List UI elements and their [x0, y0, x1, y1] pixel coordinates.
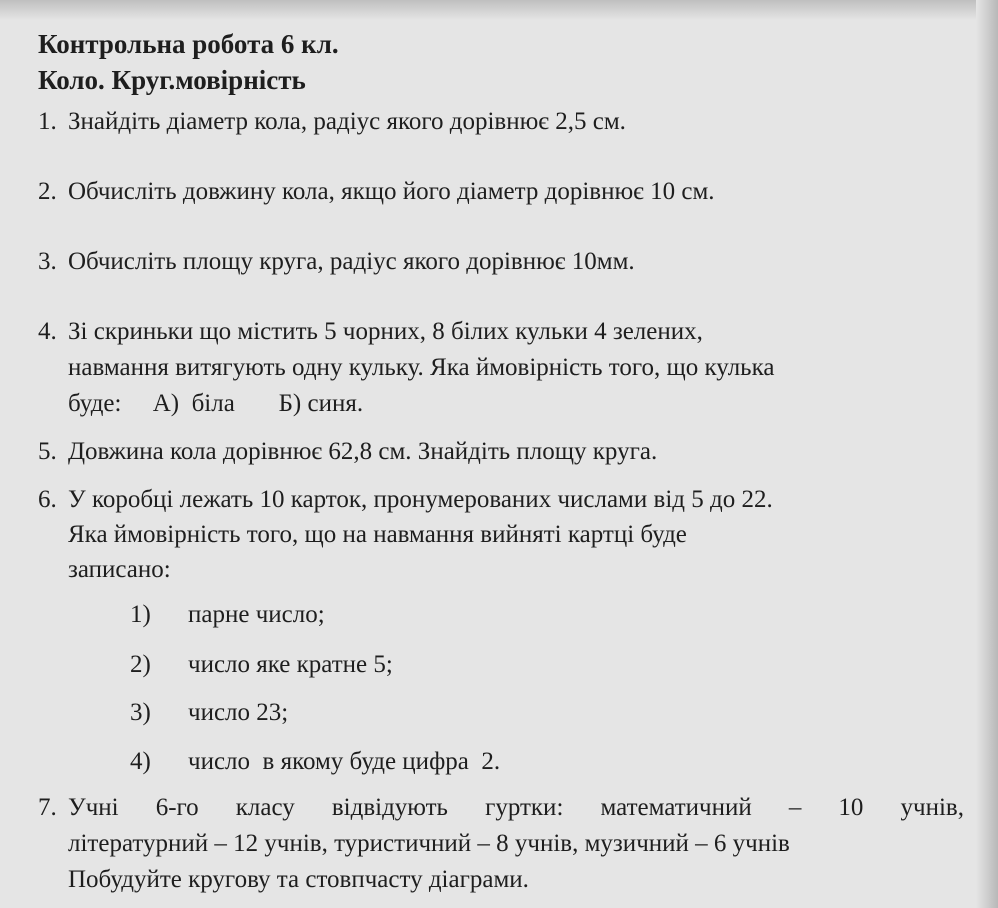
- question-number: 4.: [38, 318, 57, 345]
- option-number: 1): [130, 601, 151, 628]
- question-text: Обчисліть довжину кола, якщо його діаметр дорівнює 10 см.: [68, 178, 715, 205]
- question-text-line: літературний – 12 учнів, туристичний – 8 учнів, музичний – 6 учнів: [68, 830, 790, 857]
- question-number: 5.: [38, 438, 57, 465]
- option-text: парне число;: [188, 601, 325, 628]
- page-subtitle: Коло. Круг.мовірність: [38, 65, 306, 95]
- option-text: число 23;: [188, 699, 289, 726]
- question-text-line: записано:: [68, 556, 171, 583]
- question-text-line: Учні 6-го класу відвідують гуртки: математичний – 10 учнів,: [68, 794, 964, 821]
- question-number: 2.: [38, 178, 57, 205]
- question-text-line: У коробці лежать 10 карток, пронумерованих числами від 5 до 22.: [68, 486, 773, 513]
- top-edge-shadow: [0, 0, 998, 20]
- question-text-line: Зі скриньки що містить 5 чорних, 8 білих кульки 4 зелених,: [68, 318, 703, 345]
- question-text: Знайдіть діаметр кола, радіус якого дорівнює 2,5 см.: [68, 108, 626, 135]
- option-number: 2): [130, 651, 151, 678]
- question-number: 6.: [38, 486, 57, 513]
- option-number: 3): [130, 699, 151, 726]
- question-text: Довжина кола дорівнює 62,8 см. Знайдіть площу круга.: [68, 438, 658, 465]
- right-edge-shadow: [976, 0, 998, 908]
- question-number: 7.: [38, 794, 57, 821]
- question-text-line: буде: А) біла Б) синя.: [68, 390, 364, 417]
- question-number: 1.: [38, 108, 57, 135]
- option-number: 4): [130, 748, 151, 775]
- question-text-line: Побудуйте кругову та стовпчасту діаграми.: [68, 866, 529, 893]
- question-number: 3.: [38, 248, 57, 275]
- question-text-line: навмання витягують одну кульку. Яка ймовірність того, що кулька: [68, 354, 775, 381]
- question-text: Обчисліть площу круга, радіус якого дорівнює 10мм.: [68, 248, 635, 275]
- option-text: число в якому буде цифра 2.: [188, 748, 501, 775]
- option-text: число яке кратне 5;: [188, 651, 393, 678]
- page-title: Контрольна робота 6 кл.: [38, 29, 339, 59]
- question-text-line: Яка ймовірність того, що на навмання вийняті картці буде: [68, 521, 687, 548]
